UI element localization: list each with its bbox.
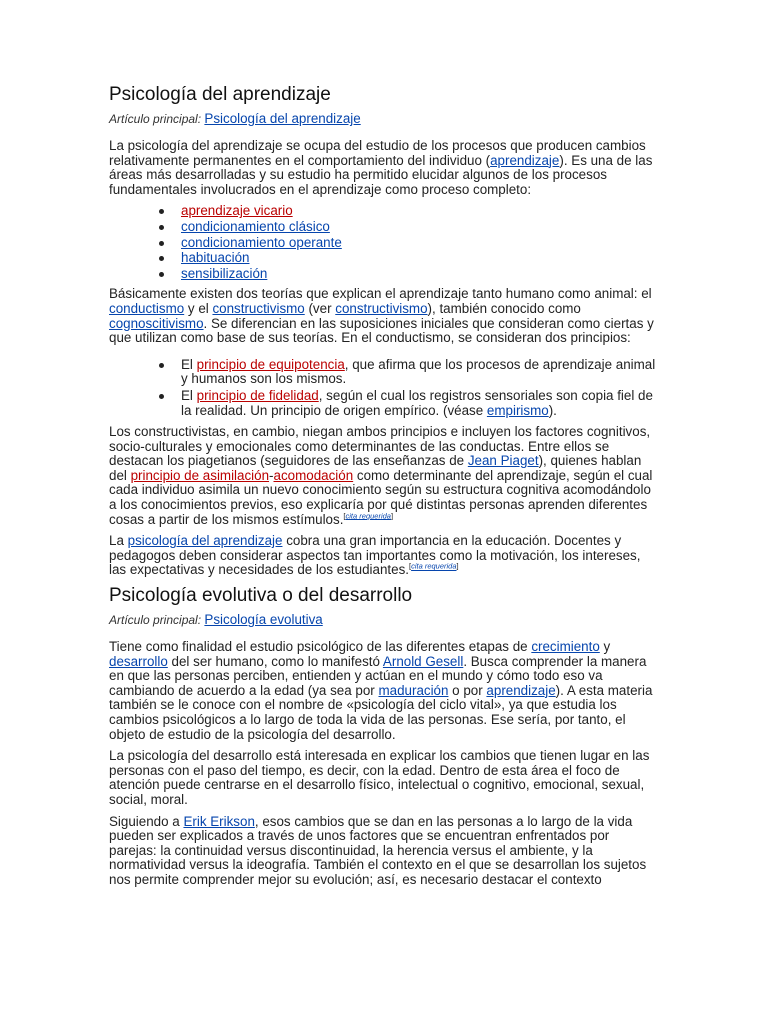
text: . Busca comprender la manera en que las personas perciben, entienden y actúan en el mundo y cómo todo eso va cambiando de acuerdo a la edad (ya sea por [109,653,647,698]
list-item [181,220,657,235]
list-item [181,251,657,266]
link-aprendizaje[interactable]: aprendizaje [490,152,560,168]
text: Los constructivistas, en cambio, niegan ambos principios e incluyen los factores cognitivos, socio-culturales y emocionales como determinantes de las conductas. Entre ellos se destacan los piagetianos (seguidores de las enseñanzas de [109,424,651,469]
list-item [181,236,657,251]
list-item [181,389,657,418]
text: - [269,467,274,483]
principles-list [109,358,657,418]
bracket: [ [343,511,346,521]
text: ). A esta materia también se le conoce con el nombre de «psicología del ciclo vital», ya que estudia los cambios psicológicos a lo largo de toda la vida de las personas. Ese sería, por tanto, el objeto de estudio de la psicología del desarrollo. [109,682,653,742]
text: ). Es una de las áreas más desarrolladas y su estudio ha permitido elucidar algunos de los procesos fundamentales involucrados en el aprendizaje como proceso completo: [109,152,653,197]
link-condicionamiento-operante[interactable]: condicionamiento operante [181,234,342,250]
text: y [599,639,611,655]
link-cognoscitivismo[interactable]: cognoscitivismo [109,315,204,331]
link-arnold-gesell[interactable]: Arnold Gesell [382,653,464,669]
section-heading-aprendizaje: Psicología del aprendizaje [109,84,331,105]
text: Tiene como finalidad el estudio psicológico de las diferentes etapas de [109,639,532,655]
link-principio-asimilacion[interactable]: principio de asimilación [130,467,270,483]
main-article-label: Artículo principal: [109,613,202,628]
list-item [181,267,657,282]
link-principio-equipotencia[interactable]: principio de equipotencia [196,356,345,372]
citation-needed-link[interactable]: cita requerida [345,511,391,521]
text: ), también conocido como [427,300,581,316]
text: (ver [304,300,336,316]
link-aprendizaje-vicario[interactable]: aprendizaje vicario [181,203,293,219]
link-crecimiento[interactable]: crecimiento [531,639,600,655]
text: El [181,387,197,403]
text: Siguiendo a [109,813,184,829]
main-article-note [109,611,657,629]
link-conductismo[interactable]: conductismo [109,300,185,316]
link-jean-piaget[interactable]: Jean Piaget [467,453,539,469]
link-erik-erikson[interactable]: Erik Erikson [183,813,255,829]
paragraph [109,425,657,527]
paragraph [109,534,657,578]
text: La psicología del aprendizaje se ocupa del estudio de los procesos que producen cambios relativamente permanentes en el comportamiento del individuo ( [109,138,646,168]
link-maduracion[interactable]: maduración [378,682,449,698]
text: El [181,356,197,372]
link-constructivismo[interactable]: constructivismo [212,300,305,316]
article-body [109,84,657,895]
link-aprendizaje[interactable]: aprendizaje [486,682,556,698]
link-acomodacion[interactable]: acomodación [273,467,354,483]
link-sensibilizacion[interactable]: sensibilización [181,265,268,281]
process-list [109,204,657,281]
text: ). [548,402,557,418]
text: , esos cambios que se dan en las personas a lo largo de la vida pueden ser explicados a través de unos factores que se encuentran enfrentados por parejas: la continuidad versus discontinuidad, la herencia versus el ambiente, y la normatividad versus la ideografía. También el contexto en el que se desarrollan los sujetos nos permite comprender mejor su evolución; así, es necesario destacar el contexto [109,813,647,887]
paragraph [109,139,657,197]
text: Básicamente existen dos teorías que explican el aprendizaje tanto humano como animal: el [109,286,652,302]
main-article-label: Artículo principal: [109,112,202,126]
link-desarrollo[interactable]: desarrollo [109,653,168,669]
text: cobra una gran importancia en la educación. Docentes y pedagogos deben considerar aspectos tan importantes como la motivación, los intereses, las expectativas y necesidades de los estudiantes. [109,533,641,578]
list-item [181,358,657,387]
bracket: ] [390,511,394,521]
text: , que afirma que los procesos de aprendizaje animal y humanos son los mismos. [181,356,656,387]
link-constructivismo-ver[interactable]: constructivismo [335,300,428,316]
text: del ser humano, como lo manifestó [167,653,383,669]
link-psicologia-aprendizaje[interactable]: psicología del aprendizaje [127,533,283,549]
citation-needed [409,562,459,571]
list-item [181,204,657,219]
section-heading-evolutiva: Psicología evolutiva o del desarrollo [109,585,413,607]
bracket: ] [456,561,459,571]
text: La [109,533,128,549]
link-condicionamiento-clasico[interactable]: condicionamiento clásico [181,218,330,234]
link-habituacion[interactable]: habituación [181,250,250,266]
text: y el [184,300,213,316]
text: ), quienes hablan del [109,453,642,483]
main-article-link[interactable]: Psicología del aprendizaje [204,111,361,126]
paragraph: La psicología del desarrollo está interesada en explicar los cambios que tienen lugar en las personas con el paso del tiempo, es decir, con la edad. Dentro de esta área el foco de atención puede centrarse en el desarrollo físico, intelectual o cognitivo, emocional, sexual, social, moral. [109,748,650,807]
link-empirismo[interactable]: empirismo [486,402,549,418]
text: . Se diferencian en las suposiciones iniciales que consideran como ciertas y que utilizan como base de sus teorías. En el conductismo, se consideran dos principios: [109,315,654,346]
link-principio-fidelidad[interactable]: principio de fidelidad [196,387,319,403]
citation-needed-link[interactable]: cita requerida [411,561,457,571]
paragraph [109,287,657,345]
paragraph [109,640,657,742]
main-article-note [109,110,657,128]
citation-needed [343,511,393,520]
main-article-link[interactable]: Psicología evolutiva [204,612,323,628]
text: , según el cual los registros sensoriales son copia fiel de la realidad. Un principio de origen empírico. (véase [181,387,653,418]
bracket: [ [408,561,412,571]
paragraph [109,815,657,888]
text: como determinante del aprendizaje, según el cual cada individuo asimila un nuevo conocimiento según su estructura cognitiva acomodándolo a los conocimientos previos, eso explicaría por qué distintas personas aprenden diferentes cosas a partir de los mismos estímulos. [109,467,653,527]
text: o por [448,682,487,698]
